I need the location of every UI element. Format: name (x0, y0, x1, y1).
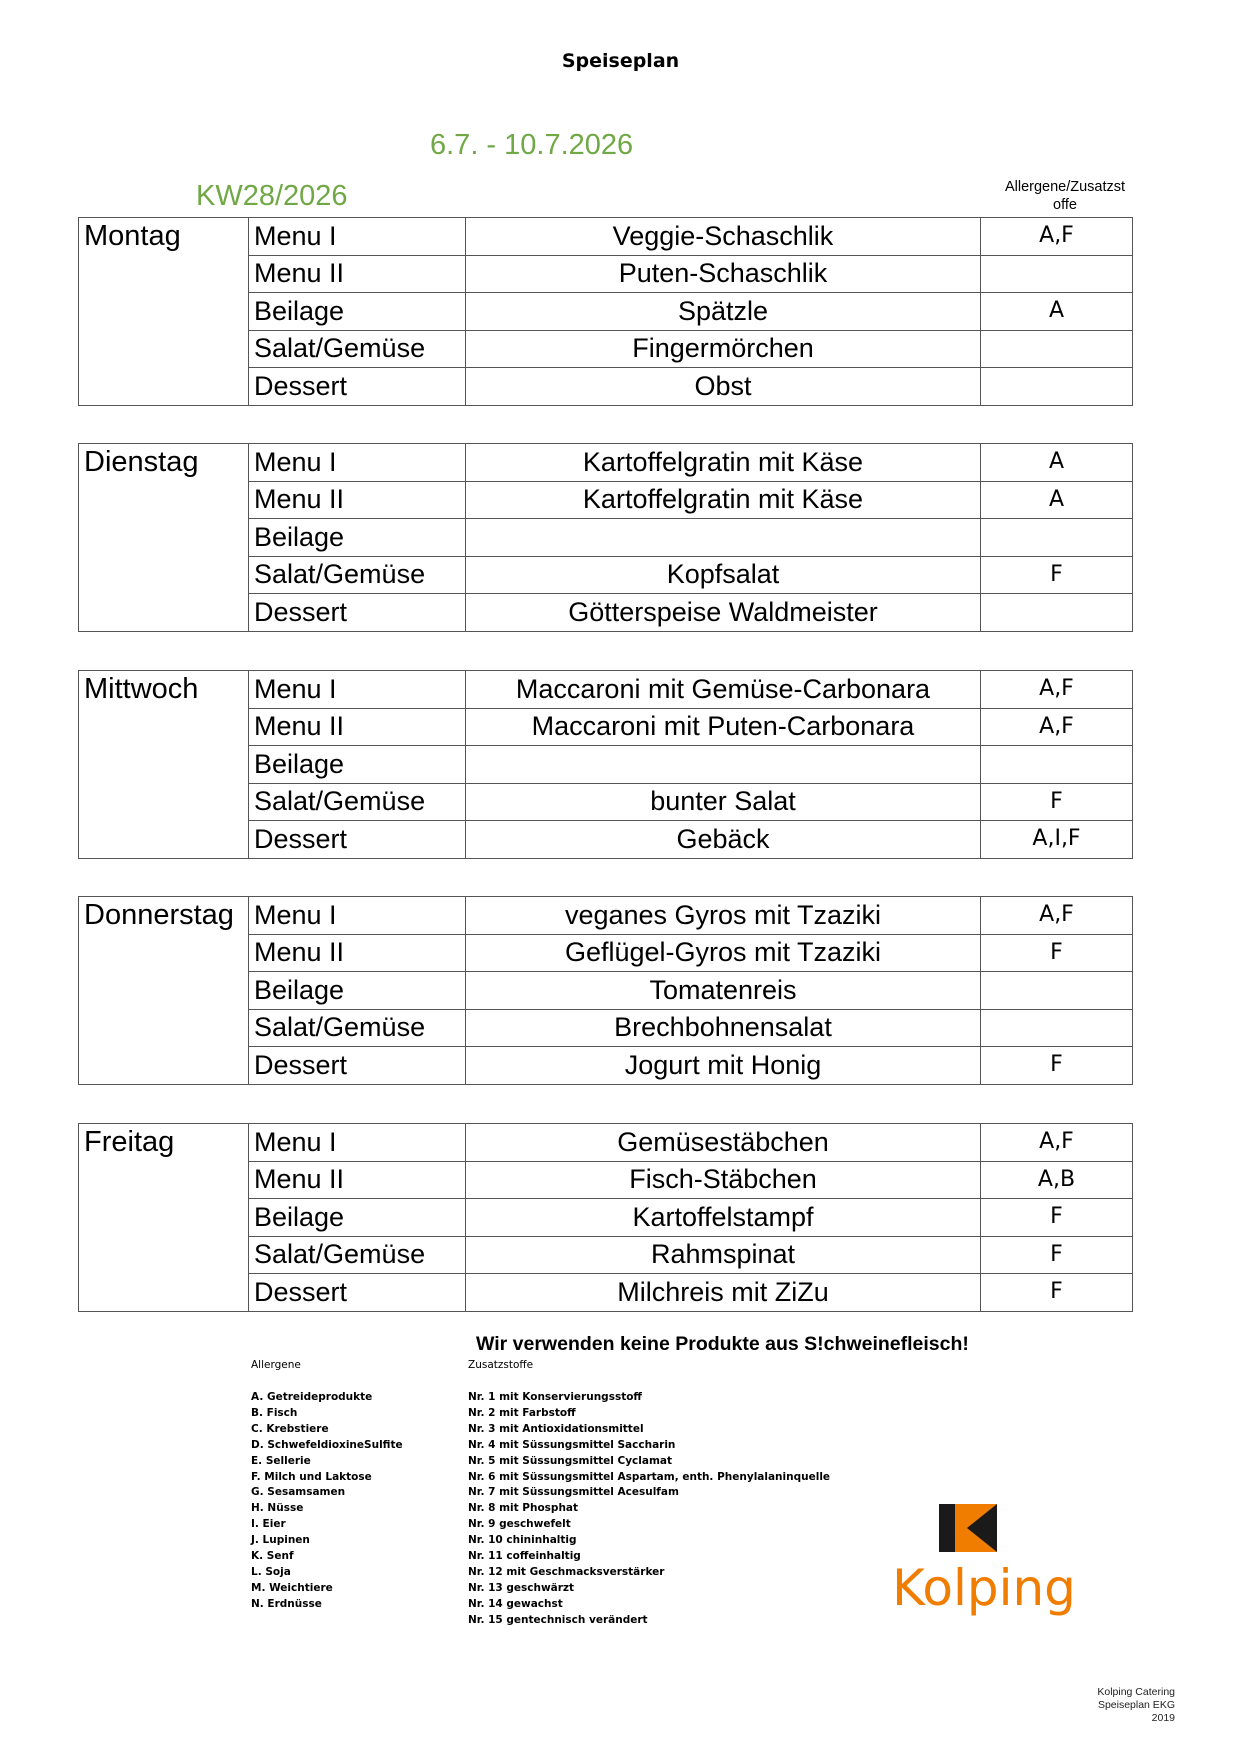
allergen-item: K. Senf (251, 1550, 294, 1563)
additive-item: Nr. 12 mit Geschmacksverstärker (468, 1565, 665, 1578)
meal-category: Beilage (249, 519, 466, 557)
allergen-codes (981, 330, 1133, 368)
meal-category: Menu I (249, 897, 466, 935)
allergen-codes: F (981, 1199, 1133, 1237)
dish-name: Fisch-Stäbchen (466, 1161, 981, 1199)
allergen-codes (981, 519, 1133, 557)
additive-item: Nr. 11 coffeinhaltig (468, 1550, 581, 1563)
calendar-week: KW28/2026 (196, 180, 348, 212)
meal-category: Salat/Gemüse (249, 330, 466, 368)
dish-name: Maccaroni mit Puten-Carbonara (466, 708, 981, 746)
allergens-list (251, 1390, 403, 1613)
allergen-codes: A (981, 481, 1133, 519)
dish-name: Spätzle (466, 293, 981, 331)
day-table-0 (78, 217, 1133, 406)
additive-item: Nr. 5 mit Süssungsmittel Cyclamat (468, 1454, 673, 1467)
dish-name: Milchreis mit ZiZu (466, 1274, 981, 1312)
allergen-codes (981, 255, 1133, 293)
dish-name: Kartoffelstampf (466, 1199, 981, 1237)
dish-name: Obst (466, 368, 981, 406)
meal-category: Salat/Gemüse (249, 556, 466, 594)
additive-item: Nr. 13 geschwärzt (468, 1581, 575, 1594)
additive-item: Nr. 6 mit Süssungsmittel Aspartam, enth. Phenylalaninquelle (468, 1470, 831, 1483)
dish-name: Geflügel-Gyros mit Tzaziki (466, 934, 981, 972)
allergen-codes: F (981, 556, 1133, 594)
table-row (79, 444, 1133, 482)
allergen-codes: A,I,F (981, 821, 1133, 859)
allergen-item: I. Eier (251, 1518, 286, 1531)
allergen-item: D. SchwefeldioxineSulfite (251, 1438, 403, 1451)
additive-item: Nr. 3 mit Antioxidationsmittel (468, 1422, 644, 1435)
meal-category: Dessert (249, 594, 466, 632)
day-name: Donnerstag (79, 897, 249, 1085)
dish-name: Maccaroni mit Gemüse-Carbonara (466, 671, 981, 709)
meal-category: Menu II (249, 934, 466, 972)
allergen-codes (981, 594, 1133, 632)
additive-item: Nr. 10 chininhaltig (468, 1534, 577, 1547)
allergen-codes (981, 1009, 1133, 1047)
meal-category: Menu II (249, 708, 466, 746)
allergen-header-line-1: Allergene/Zusatzst (1004, 179, 1126, 195)
allergen-codes: A,F (981, 897, 1133, 935)
date-range: 6.7. - 10.7.2026 (430, 129, 634, 161)
dish-name: veganes Gyros mit Tzaziki (466, 897, 981, 935)
allergen-codes: A (981, 293, 1133, 331)
meal-category: Menu I (249, 444, 466, 482)
allergen-item: A. Getreideprodukte (251, 1391, 373, 1403)
dish-name: Götterspeise Waldmeister (466, 594, 981, 632)
allergen-codes: A,F (981, 708, 1133, 746)
kolping-logo-graphic (877, 1500, 1092, 1620)
meal-category: Menu II (249, 1161, 466, 1199)
additives-title: Zusatzstoffe (468, 1359, 534, 1371)
table-row (79, 897, 1133, 935)
day-table-4 (78, 1123, 1133, 1312)
meal-category: Dessert (249, 1047, 466, 1085)
allergen-item: M. Weichtiere (251, 1581, 333, 1594)
allergen-codes: F (981, 1047, 1133, 1085)
dish-name: Tomatenreis (466, 972, 981, 1010)
allergen-codes (981, 746, 1133, 784)
no-pork-notice: Wir verwenden keine Produkte aus S!chweinefleisch! (476, 1333, 969, 1355)
day-name: Montag (79, 218, 249, 406)
allergen-codes: A (981, 444, 1133, 482)
additive-item: Nr. 1 mit Konservierungsstoff (468, 1391, 642, 1403)
allergen-codes: F (981, 1236, 1133, 1274)
allergen-header-line-2: offe (1053, 197, 1077, 213)
footer-line-2: Speiseplan EKG (1097, 1699, 1175, 1711)
dish-name (466, 746, 981, 784)
meal-category: Menu I (249, 1124, 466, 1162)
meal-category: Beilage (249, 293, 466, 331)
dish-name: Jogurt mit Honig (466, 1047, 981, 1085)
day-table-3 (78, 896, 1133, 1085)
additive-item: Nr. 4 mit Süssungsmittel Saccharin (468, 1438, 676, 1451)
dish-name (466, 519, 981, 557)
allergen-item: E. Sellerie (251, 1454, 311, 1467)
dish-name: Kopfsalat (466, 556, 981, 594)
table-row (79, 218, 1133, 256)
dish-name: Veggie-Schaschlik (466, 218, 981, 256)
allergen-codes: F (981, 783, 1133, 821)
allergens-title: Allergene (251, 1359, 301, 1371)
footer-line-3: 2019 (1151, 1712, 1175, 1724)
day-table-1 (78, 443, 1133, 632)
meal-category: Menu II (249, 255, 466, 293)
dish-name: Puten-Schaschlik (466, 255, 981, 293)
day-name: Dienstag (79, 444, 249, 632)
dish-name: Brechbohnensalat (466, 1009, 981, 1047)
footer (1000, 1686, 1175, 1725)
dish-name: Gemüsestäbchen (466, 1124, 981, 1162)
day-table-2 (78, 670, 1133, 859)
dish-name: Rahmspinat (466, 1236, 981, 1274)
meal-category: Beilage (249, 746, 466, 784)
meal-category: Salat/Gemüse (249, 1009, 466, 1047)
day-name: Mittwoch (79, 671, 249, 859)
allergen-codes (981, 368, 1133, 406)
dish-name: Kartoffelgratin mit Käse (466, 481, 981, 519)
meal-category: Menu II (249, 481, 466, 519)
additive-item: Nr. 14 gewachst (468, 1597, 563, 1610)
allergen-codes: F (981, 934, 1133, 972)
allergen-codes: A,B (981, 1161, 1133, 1199)
logo-wordmark: Kolping (892, 1559, 1076, 1617)
meal-category: Dessert (249, 368, 466, 406)
additive-item: Nr. 15 gentechnisch verändert (468, 1613, 648, 1626)
allergen-item: F. Milch und Laktose (251, 1470, 372, 1483)
day-name: Freitag (79, 1124, 249, 1312)
allergen-codes (981, 972, 1133, 1010)
allergen-item: C. Krebstiere (251, 1422, 329, 1435)
page-title: Speiseplan (561, 50, 680, 72)
meal-category: Beilage (249, 1199, 466, 1237)
additive-item: Nr. 7 mit Süssungsmittel Acesulfam (468, 1486, 679, 1499)
meal-category: Dessert (249, 1274, 466, 1312)
allergen-item: G. Sesamsamen (251, 1486, 346, 1499)
allergen-codes: A,F (981, 671, 1133, 709)
allergen-item: H. Nüsse (251, 1502, 304, 1515)
dish-name: bunter Salat (466, 783, 981, 821)
allergen-column-header (990, 178, 1140, 214)
meal-category: Salat/Gemüse (249, 783, 466, 821)
meal-category: Menu I (249, 218, 466, 256)
allergen-item: B. Fisch (251, 1406, 298, 1419)
dish-name: Gebäck (466, 821, 981, 859)
logo-k-stem (939, 1504, 955, 1552)
meal-category: Dessert (249, 821, 466, 859)
footer-line-1: Kolping Catering (1097, 1686, 1175, 1698)
dish-name: Kartoffelgratin mit Käse (466, 444, 981, 482)
meal-category: Salat/Gemüse (249, 1236, 466, 1274)
allergen-codes: F (981, 1274, 1133, 1312)
additive-item: Nr. 8 mit Phosphat (468, 1502, 579, 1515)
allergen-item: L. Soja (251, 1565, 291, 1578)
additive-item: Nr. 2 mit Farbstoff (468, 1406, 576, 1419)
additives-list (468, 1390, 830, 1629)
meal-category: Menu I (249, 671, 466, 709)
kolping-logo (877, 1500, 1092, 1620)
table-row (79, 671, 1133, 709)
allergen-codes: A,F (981, 1124, 1133, 1162)
meal-category: Beilage (249, 972, 466, 1010)
additive-item: Nr. 9 geschwefelt (468, 1518, 571, 1531)
dish-name: Fingermörchen (466, 330, 981, 368)
allergen-item: J. Lupinen (251, 1534, 310, 1547)
table-row (79, 1124, 1133, 1162)
allergen-codes: A,F (981, 218, 1133, 256)
allergen-item: N. Erdnüsse (251, 1597, 322, 1610)
